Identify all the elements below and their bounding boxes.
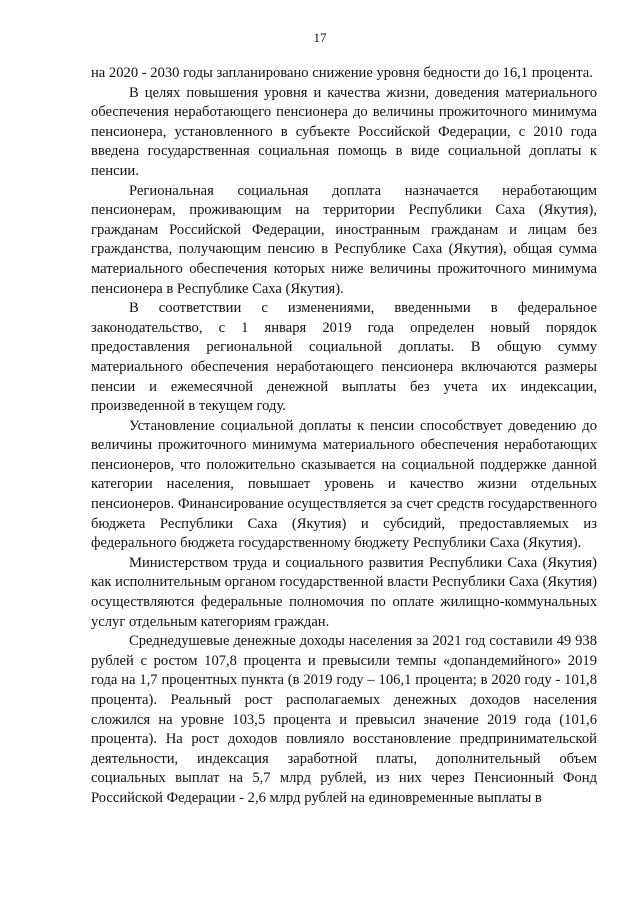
page-number: 17 [313,30,327,45]
paragraph-supplement-effect: Установление социальной доплаты к пенсии способствует доведению до величины прожиточного минимума материального обеспечения неработающих пенсионеров, что положительно сказывается на социальной поддержке данной категории населения, повышает уровень и качество жизни отдельных пенсионеров. Финансирование осуществляется за счет средств государственного бюджета Республики Саха (Якутия) и субсидий, предоставляемых из федерального бюджета государственному бюджету Республики Саха (Якутия). [91,417,597,552]
paragraph-legislation-changes: В соответствии с изменениями, введенными в федеральное законодательство, с 1 января 2019 года определен новый порядок предоставления региональной социальной доплаты. В общую сумму материального обеспечения неработающего пенсионера включаются размеры пенсии и ежемесячной денежной выплаты без учета их индексации, произведенной в текущем году. [91,300,597,415]
paragraph-regional-supplement: Региональная социальная доплата назначается неработающим пенсионерам, проживающим на территории Республики Саха (Якутия), гражданам Российской Федерации, иностранным гражданам и лицам без гражданства, получающим пенсию в Республике Саха (Якутия), общая сумма материального обеспечения которых ниже величины прожиточного минимума пенсионера в Республике Саха (Якутия). [91,182,597,297]
document-body [91,64,597,809]
paragraph-ministry-powers: Министерством труда и социального развития Республики Саха (Якутия) как исполнительным органом государственной власти Республики Саха (Якутия) осуществляются федеральные полномочия по оплате жилищно-коммунальных услуг отдельным категориям граждан. [91,554,597,630]
paragraph-continuation: на 2020 - 2030 годы запланировано снижение уровня бедности до 16,1 процента. [91,65,593,81]
paragraph-social-supplement-intro: В целях повышения уровня и качества жизни, доведения материального обеспечения неработающего пенсионера до величины прожиточного минимума пенсионера, установленного в субъекте Российской Федерации, с 2010 года введена государственная социальная помощь в виде социальной доплаты к пенсии. [91,84,597,179]
paragraph-income-2021: Среднедушевые денежные доходы населения за 2021 год составили 49 938 рублей с ростом 107,8 процента и превысили темпы «допандемийного» 2019 года на 1,7 процентных пункта (в 2019 году – 106,1 процента; в 2020 году - 101,8 процента). Реальный рост располагаемых денежных доходов населения сложился на уровне 103,5 процента и превысил значение 2019 года (101,6 процента). На рост доходов повлияло восстановление предпринимательской деятельности, индексация заработной платы, дополнительный объем социальных выплат на 5,7 млрд рублей, из них через Пенсионный Фонд Российской Федерации - 2,6 млрд рублей на единовременные выплаты в [91,633,597,806]
